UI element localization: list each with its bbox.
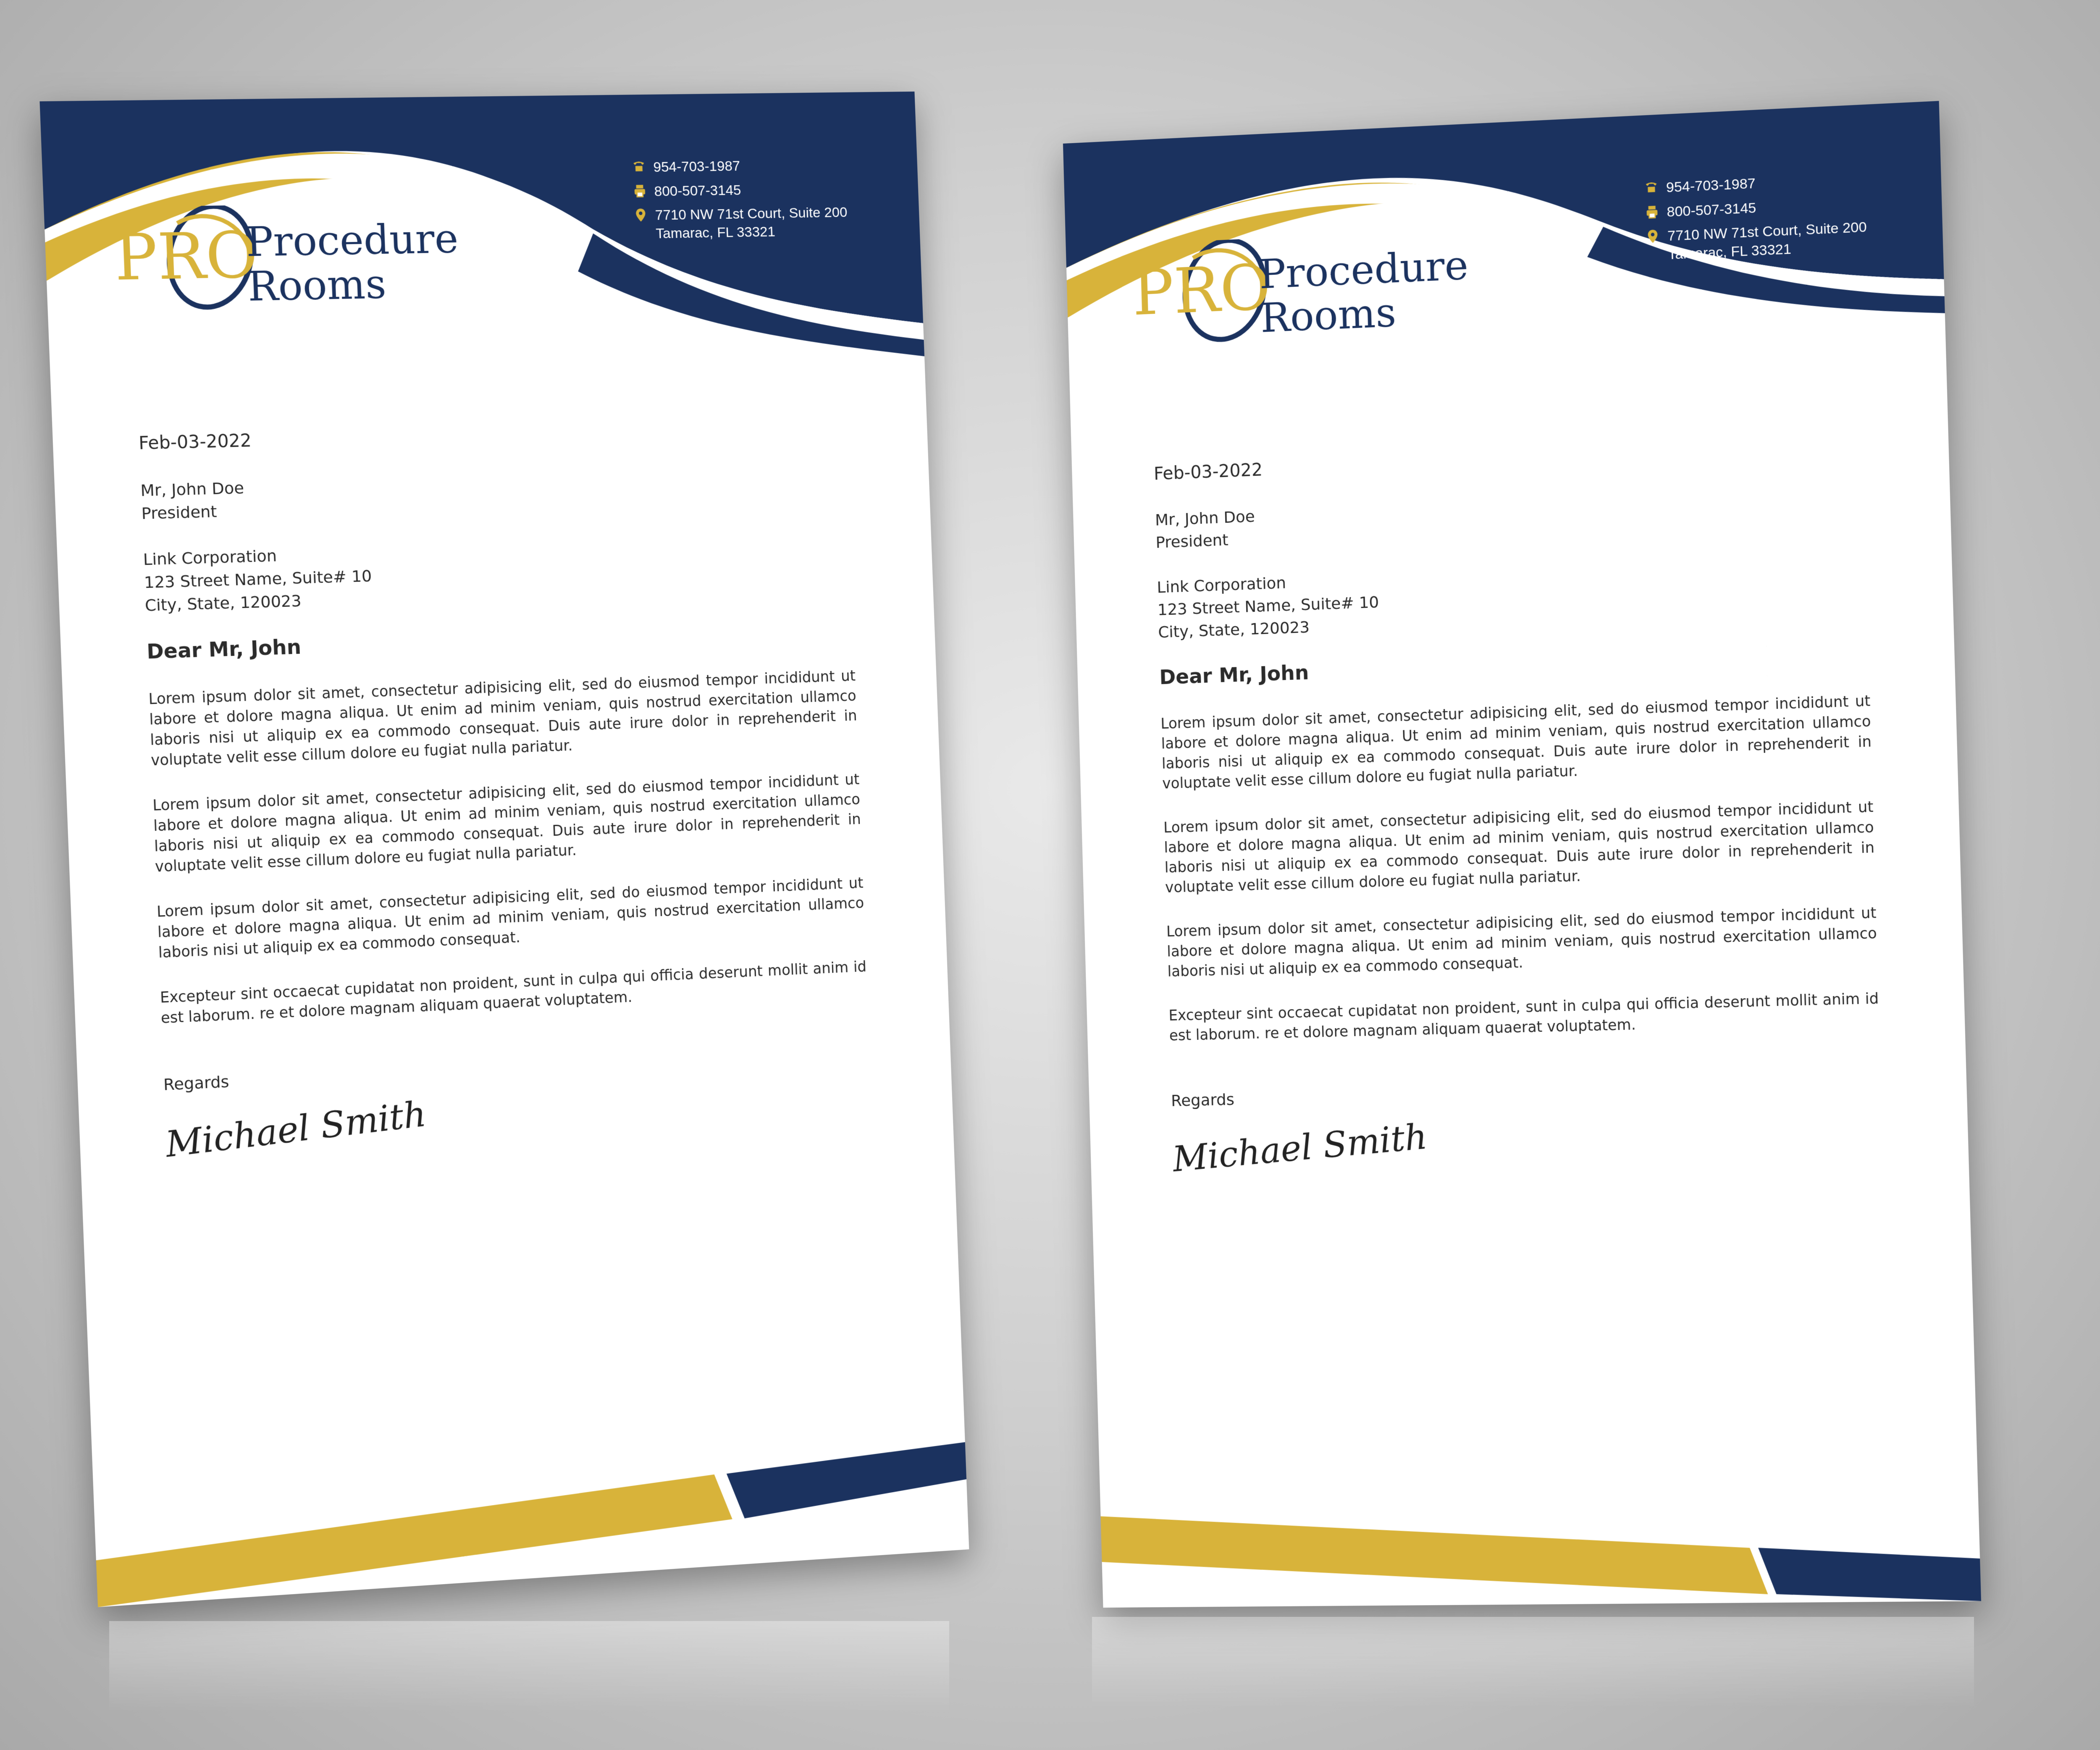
- address-line2: Tamarac, FL 33321: [1667, 241, 1792, 263]
- paragraph-3: Lorem ipsum dolor sit amet, consectetur adipisicing elit, sed do eiusmod tempor incididunt ut labore et dolore magna aliqua. Ut enim ad minim veniam, quis nostrud exercitation ullamco laboris nisi ut aliquip ex ea commodo consequat.: [1166, 905, 1877, 980]
- paragraph-1: Lorem ipsum dolor sit amet, consectetur adipisicing elit, sed do eiusmod tempor incididunt ut labore et dolore magna aliqua. Ut enim ad minim veniam, quis nostrud exercitation ullamco laboris nisi ut aliquip ex ea commodo consequat. Duis aute irure dolor in reprehenderit in voluptate velit esse cillum dolore eu fugiat nulla pariatur.: [1160, 693, 1872, 792]
- floor-reflection: [109, 1621, 949, 1713]
- fax-icon: [633, 184, 647, 198]
- recipient-name: Mr, John Doe: [1155, 507, 1255, 530]
- recipient-title: President: [1155, 530, 1229, 552]
- letterhead-sheet-left: [39, 92, 969, 1607]
- recipient-block: [1155, 482, 1865, 554]
- address-line2: Tamarac, FL 33321: [655, 223, 776, 242]
- salutation: Dear Mr, John: [1159, 661, 1310, 690]
- logo-line1: Procedure: [245, 215, 459, 266]
- paragraph-4: Excepteur sint occaecat cupidatat non proident, sunt in culpa qui officia deserunt mollit anim id est laborum. re et dolore magnam aliquam quaerat voluptatem.: [160, 958, 867, 1027]
- paragraph-1: Lorem ipsum dolor sit amet, consectetur adipisicing elit, sed do eiusmod tempor incididunt ut labore et dolore magna aliqua. Ut enim ad minim veniam, quis nostrud exercitation ullamco laboris nisi ut aliquip ex ea commodo consequat. Duis aute irure dolor in reprehenderit in voluptate velit esse cillum dolore eu fugiat nulla pariatur.: [148, 667, 858, 769]
- company-logo: [108, 202, 493, 335]
- fax-number: 800-507-3145: [654, 182, 742, 199]
- paragraph-2: Lorem ipsum dolor sit amet, consectetur adipisicing elit, sed do eiusmod tempor incididunt ut labore et dolore magna aliqua. Ut enim ad minim veniam, quis nostrud exercitation ullamco laboris nisi ut aliquip ex ea commodo consequat. Duis aute irure dolor in reprehenderit in voluptate velit esse cillum dolore eu fugiat nulla pariatur.: [152, 771, 861, 876]
- phone-number: 954-703-1987: [1666, 175, 1756, 196]
- logo-line1: Procedure: [1258, 242, 1469, 298]
- fax-number: 800-507-3145: [1667, 200, 1756, 220]
- address-block: [143, 528, 853, 617]
- phone-number: 954-703-1987: [653, 158, 740, 176]
- letter-body: [1153, 436, 1883, 1180]
- letter-date: Feb-03-2022: [138, 430, 252, 454]
- contact-block: [631, 152, 848, 243]
- letter-body: [138, 416, 872, 1165]
- closing: Regards: [163, 1072, 230, 1094]
- recipient-name: Mr, John Doe: [140, 478, 244, 500]
- paragraph-3: Lorem ipsum dolor sit amet, consectetur adipisicing elit, sed do eiusmod tempor incididunt ut labore et dolore magna aliqua. Ut enim ad minim veniam, quis nostrud exercitation ullamco laboris nisi ut aliquip ex ea commodo consequat.: [156, 875, 864, 962]
- signature: Michael Smith: [1171, 1115, 1429, 1180]
- paragraph-2: Lorem ipsum dolor sit amet, consectetur adipisicing elit, sed do eiusmod tempor incididunt ut labore et dolore magna aliqua. Ut enim ad minim veniam, quis nostrud exercitation ullamco laboris nisi ut aliquip ex ea commodo consequat. Duis aute irure dolor in reprehenderit in voluptate velit esse cillum dolore eu fugiat nulla pariatur.: [1163, 798, 1875, 896]
- contact-block: [1644, 166, 1867, 265]
- address-block: [1157, 550, 1868, 643]
- phone-icon: [632, 159, 646, 173]
- phone-icon: [1644, 180, 1659, 195]
- paragraph-4: Excepteur sint occaecat cupidatat non proident, sunt in culpa qui officia deserunt mollit anim id est laborum. re et dolore magnam aliquam quaerat voluptatem.: [1168, 990, 1879, 1044]
- logo-line2: Rooms: [247, 260, 387, 310]
- logo-mark: PRO: [1131, 251, 1272, 330]
- salutation: Dear Mr, John: [146, 635, 302, 664]
- recipient-company: Link Corporation: [143, 546, 277, 569]
- recipient-block: [140, 461, 849, 525]
- recipient-city: City, State, 120023: [1158, 618, 1310, 642]
- floor-reflection: [1092, 1617, 1974, 1709]
- recipient-street: 123 Street Name, Suite# 10: [1157, 593, 1379, 619]
- closing: Regards: [1171, 1090, 1235, 1110]
- recipient-company: Link Corporation: [1156, 573, 1286, 597]
- recipient-street: 123 Street Name, Suite# 10: [144, 567, 373, 592]
- location-pin-icon: [633, 208, 648, 222]
- recipient-city: City, State, 120023: [144, 591, 302, 615]
- footer-band: [1100, 1490, 1981, 1608]
- location-pin-icon: [1646, 229, 1660, 244]
- company-logo: [1127, 227, 1502, 369]
- recipient-title: President: [141, 502, 218, 523]
- letter-date: Feb-03-2022: [1153, 459, 1263, 484]
- signature: Michael Smith: [163, 1093, 428, 1165]
- logo-mark: PRO: [113, 218, 260, 295]
- address-line1: 7710 NW 71st Court, Suite 200: [1667, 219, 1867, 244]
- address-line1: 7710 NW 71st Court, Suite 200: [655, 204, 848, 223]
- footer-band: [94, 1442, 969, 1607]
- letterhead-sheet-right: [1063, 101, 1981, 1608]
- fax-icon: [1645, 205, 1659, 220]
- logo-line2: Rooms: [1260, 289, 1397, 342]
